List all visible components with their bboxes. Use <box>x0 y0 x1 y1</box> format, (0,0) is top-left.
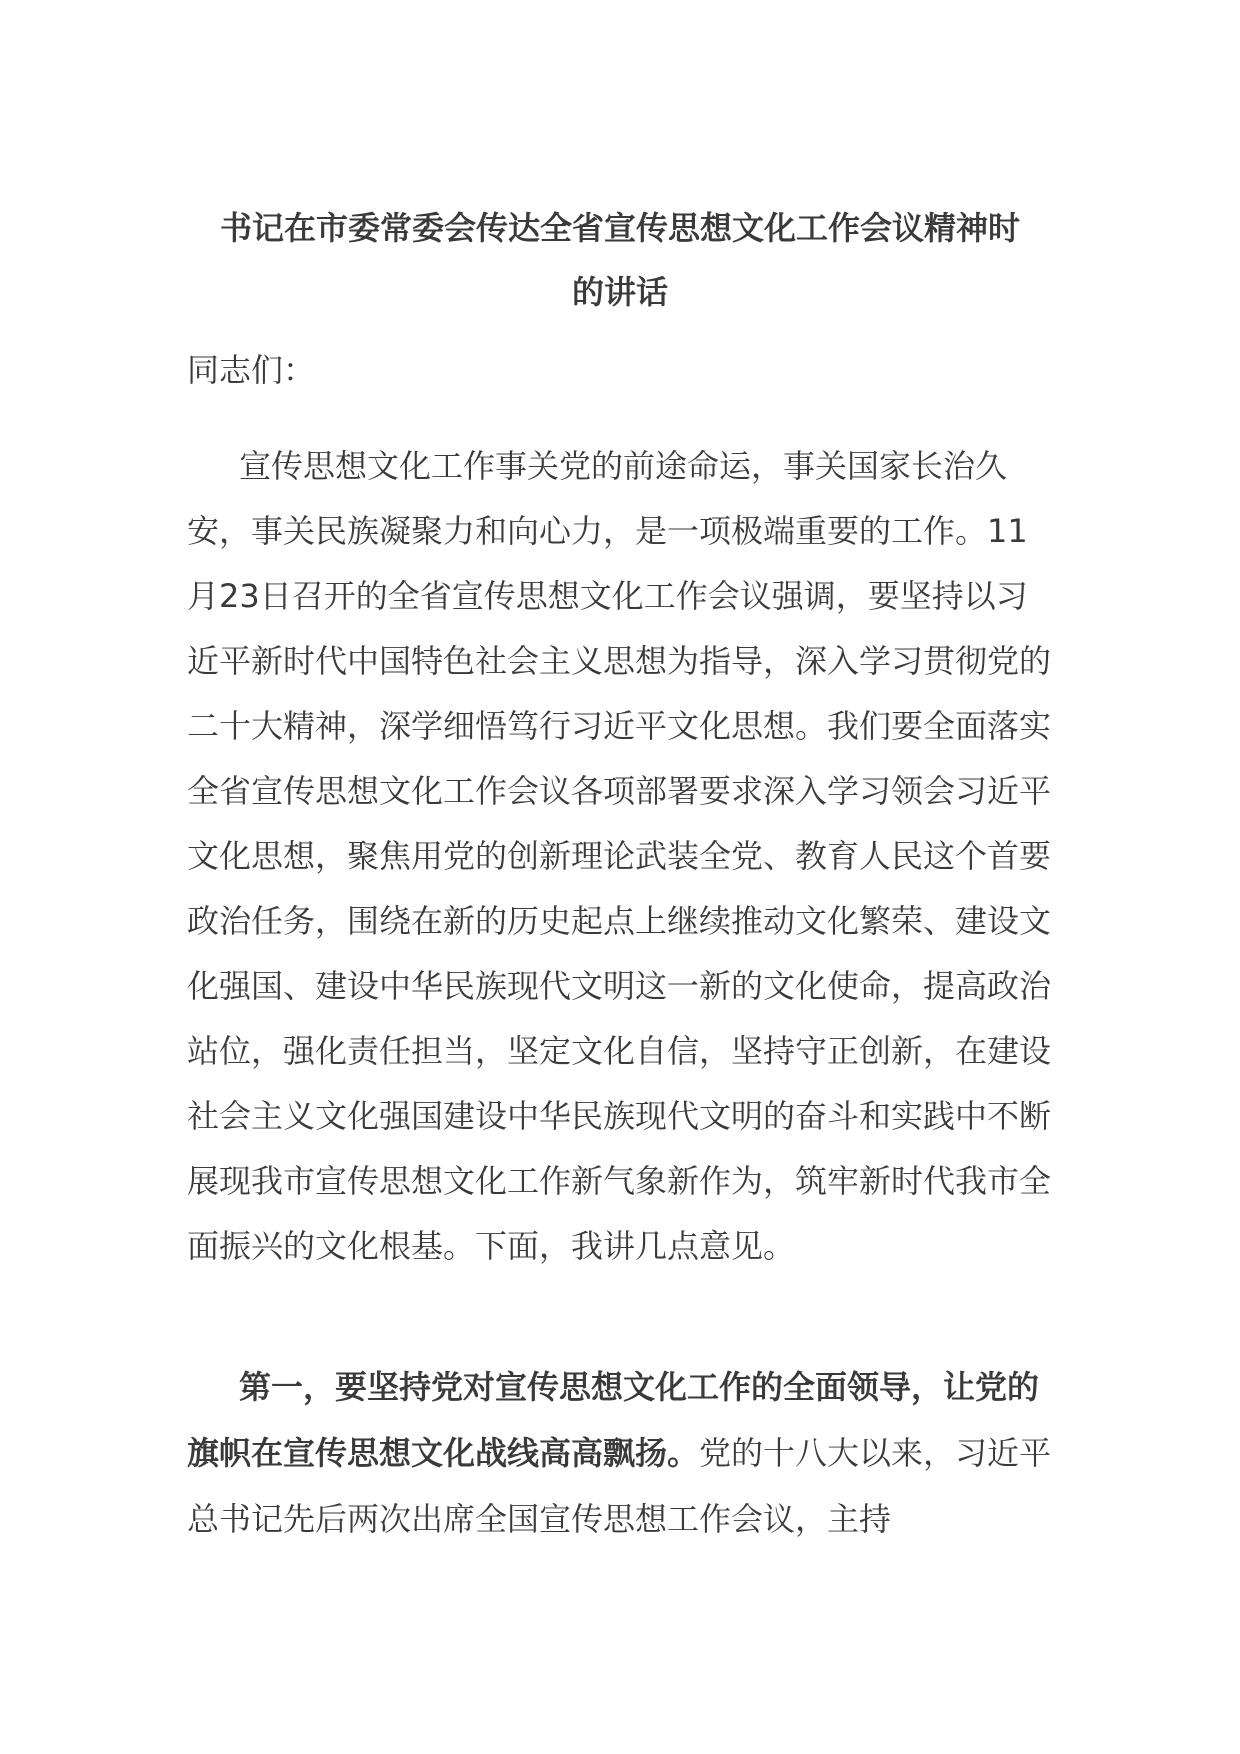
title-line-1: 书记在市委常委会传达全省宣传思想文化工作会议精神时 <box>219 209 1020 247</box>
paragraph-2 <box>187 1354 1055 1552</box>
paragraph-2-lead: 第一，要坚持党对宣传思想文化工作的全面领导，让党的旗帜在宣传思想文化战线高高飘扬。 <box>187 1368 1040 1472</box>
title-line-2: 的讲话 <box>571 273 668 311</box>
paragraph-1: 宣传思想文化工作事关党的前途命运，事关国家长治久安，事关民族凝聚力和向心力，是一项极端重要的工作。11月23日召开的全省宣传思想文化工作会议强调，要坚持以习近平新时代中国特色社会主义思想为指导，深入学习贯彻党的二十大精神，深学细悟笃行习近平文化思想。我们要全面落实全省宣传思想文化工作会议各项部署要求深入学习领会习近平文化思想，聚焦用党的创新理论武装全党、教育人民这个首要政治任务，围绕在新的历史起点上继续推动文化繁荣、建设文化强国、建设中华民族现代文明这一新的文化使命，提高政治站位，强化责任担当，坚定文化自信，坚持守正创新，在建设社会主义文化强国建设中华民族现代文明的奋斗和实践中不断展现我市宣传思想文化工作新气象新作为，筑牢新时代我市全面振兴的文化根基。下面，我讲几点意见。 <box>187 447 1052 1265</box>
salutation: 同志们： <box>187 351 316 389</box>
paragraph-2-text: 党的十八大以来，习近平总书记先后两次出席全国宣传思想工作会议，主持 <box>187 1434 1052 1538</box>
document-title <box>150 196 1090 324</box>
